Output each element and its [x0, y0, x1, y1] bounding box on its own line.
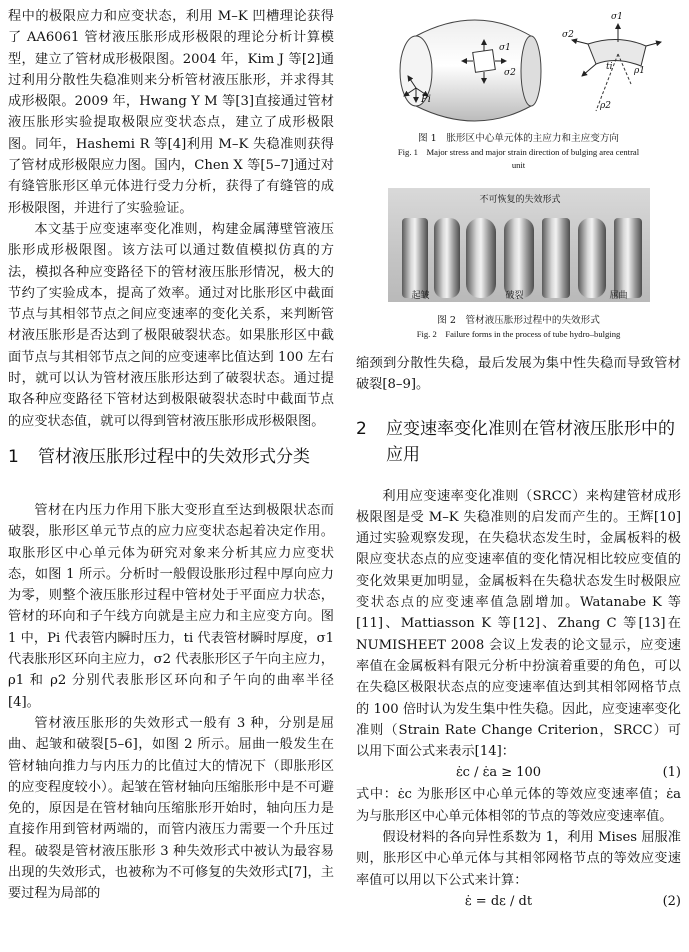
label-ti: ti	[606, 62, 613, 72]
tube-4	[504, 218, 534, 298]
paragraph-mises: 假设材料的各向异性系数为 1，利用 Mises 屈服准则，胀形区中心单元体与其相邻网格节点的等效应变速率值可以用以下公式来计算：	[356, 830, 681, 888]
paragraph-method: 本文基于应变速率变化准则，构建金属薄壁管液压胀形成形极限图。该方法可以通过数值模拟仿真的方法，模拟各种应变路径下的管材液压胀形情况，极大的节约了实验成本，提高了效率。通过对比胀形区中截面节点与其相邻节点之间应变速率的变化关系，来判断管材液压胀形是否达到了极限破裂状态。如果胀形区中截面节点与其相邻节点之间的应变速率比值达到 100 左右时，就可以认为管材液压胀形达到了破裂状态。通过提取各种应变路径下管材达到极限破裂状态时中截面节点的应变状态值，就可以得到管材液压胀形成形极限图。	[8, 221, 334, 429]
paragraph-where: 式中：ε̇c 为胀形区中心单元体的等效应变速率值；ε̇a 为与胀形区中心单元体相邻的节点的等效应变速率值。	[356, 787, 681, 824]
equation-1-number: (1)	[662, 765, 681, 781]
paragraph-intro-continued: 程中的极限应力和应变状态，利用 M–K 凹槽理论获得了 AA6061 管材液压胀形成形极限的理论分析计算模型，建立了管材成形极限图。2004 年，Kim J 等[2]通过利用分散性失稳准则来分析管材液压胀形，并求得其成形极限。2009 年，Hwang Y M 等[3]直接通过管材液压胀形实验提取极限应变状态点，建立了成形极限图。同年，Hashemi R 等[4]利用 M–K 失稳准则获得了管材成形极限应力图。国内，Chen X 等[5–7]通过对有缝管胀形区单元体进行受力分析，获得了有缝管的成形极限图，并进行了实验验证。	[8, 9, 334, 216]
label-sigma2-element: σ2	[504, 68, 516, 78]
figure-2-caption-cn: 图 2 管材液压胀形过程中的失效形式	[437, 315, 600, 326]
section-2-title: 应变速率变化准则在管材液压胀形中的应用	[386, 418, 675, 465]
section-2-number: 2	[356, 418, 367, 439]
tube-5	[542, 218, 570, 298]
right-column	[356, 6, 681, 913]
figure-2-caption-en: Fig. 2 Failure forms in the process of tube hydro–bulging	[416, 329, 621, 339]
paragraph-stress-state: 管材在内压力作用下胀大变形直至达到极限状态而破裂，胀形区单元节点的应力应变状态起着决定作用。取胀形区中心单元体为研究对象来分析其应力应变状态，如图 1 所示。分析时一般假设胀形过程中厚向应力为零，则整个液压胀形过程中管材处于平面应力状态，管材的环向和子午线方向就是主应力和主应变方向。图 1 中，Pi 代表管内瞬时压力，ti 代表管材瞬时厚度，σ1 代表胀形区环向主应力，σ2 代表胀形区子午向主应力，ρ1 和 ρ2 分别代表胀形区环向和子午向的曲率半径[4]。	[8, 502, 334, 710]
figure-1-diagram	[356, 6, 681, 128]
section-2-heading	[356, 416, 681, 468]
label-sigma1-element: σ1	[499, 43, 511, 53]
paragraph-failure-forms: 管材液压胀形的失效形式一般有 3 种，分别是屈曲、起皱和破裂[5–6]，如图 2 所示。屈曲一般发生在管材轴向推力与内压力的比值过大的情况下（即胀形区的应变程度较小）。起皱在管材轴向压缩胀形中是不可避免的，原因是在管材轴向压缩胀形开始时，轴向压力是直接作用到管材两端的，而管内液压力需要一个升压过程。破裂是管材液压胀形 3 种失效形式中被认为最容易出现的失效形式，也被称为不可修复的失效形式[7]，主要过程为局部的	[8, 715, 334, 902]
figure-1	[356, 6, 681, 128]
equation-2-body: ε̇ = dε / dt	[464, 893, 533, 909]
figure-2-photo	[388, 188, 650, 302]
label-buckling: 屈曲	[609, 291, 628, 301]
tube-3	[466, 218, 496, 298]
label-sigma1-detail: σ1	[611, 12, 623, 22]
label-wrinkling: 起皱	[411, 291, 430, 301]
figure-1-caption-en: Fig. 1 Major stress and major strain direction of bulging area central unit	[397, 147, 640, 170]
figure-1-caption-cn: 图 1 胀形区中心单元体的主应力和主应变方向	[417, 133, 620, 144]
equation-1	[356, 762, 681, 784]
section-1-heading	[8, 444, 334, 470]
paragraph-necking: 缩颈到分散性失稳，最后发展为集中性失稳而导致管材破裂[8–9]。	[356, 356, 681, 393]
equation-2	[356, 891, 681, 913]
equation-2-number: (2)	[662, 893, 681, 909]
tube-2	[434, 218, 460, 298]
section-1-title: 管材液压胀形过程中的失效形式分类	[38, 446, 310, 467]
label-pi: Pi	[421, 94, 431, 105]
tube-7	[614, 218, 642, 298]
section-1-number: 1	[8, 446, 19, 467]
label-irreversible-failure: 不可恢复的失效形式	[479, 195, 561, 205]
label-rho1: ρ1	[634, 66, 646, 76]
left-column	[8, 6, 334, 905]
label-sigma2-detail: σ2	[562, 30, 574, 40]
label-bursting: 破裂	[505, 291, 524, 301]
paragraph-srcc: 利用应变速率变化准则（SRCC）来构建管材成形极限图是受 M–K 失稳准则的启发而产生的。王辉[10]通过实验观察发现，在失稳状态发生时，金属板料的极限应变状态点的应变速率值的变化情况相比较应变值的变化效果更加明显，金属板料在失稳状态发生时极限应变状态点的应变速率值急剧增加。Watanabe K 等[11]、Mattiasson K 等[12]、Zhang C 等[13]在 NUMISHEET 2008 会议上发表的论文显示，应变速率值在金属板料有限元分析中扮演着重要的角色，可以在失稳区极限状态点的应变速率值达到其相邻网格节点的 100 倍时认为发生集中性失稳。因此，应变速率变化准则（Strain Rate Change Criterion，SRCC）可以用下面公式来表示[14]：	[356, 488, 681, 760]
tube-1	[402, 218, 428, 298]
label-rho2: ρ2	[600, 101, 612, 111]
tube-6	[578, 218, 606, 298]
equation-1-body: ε̇c / ε̇a ≥ 100	[455, 765, 542, 781]
